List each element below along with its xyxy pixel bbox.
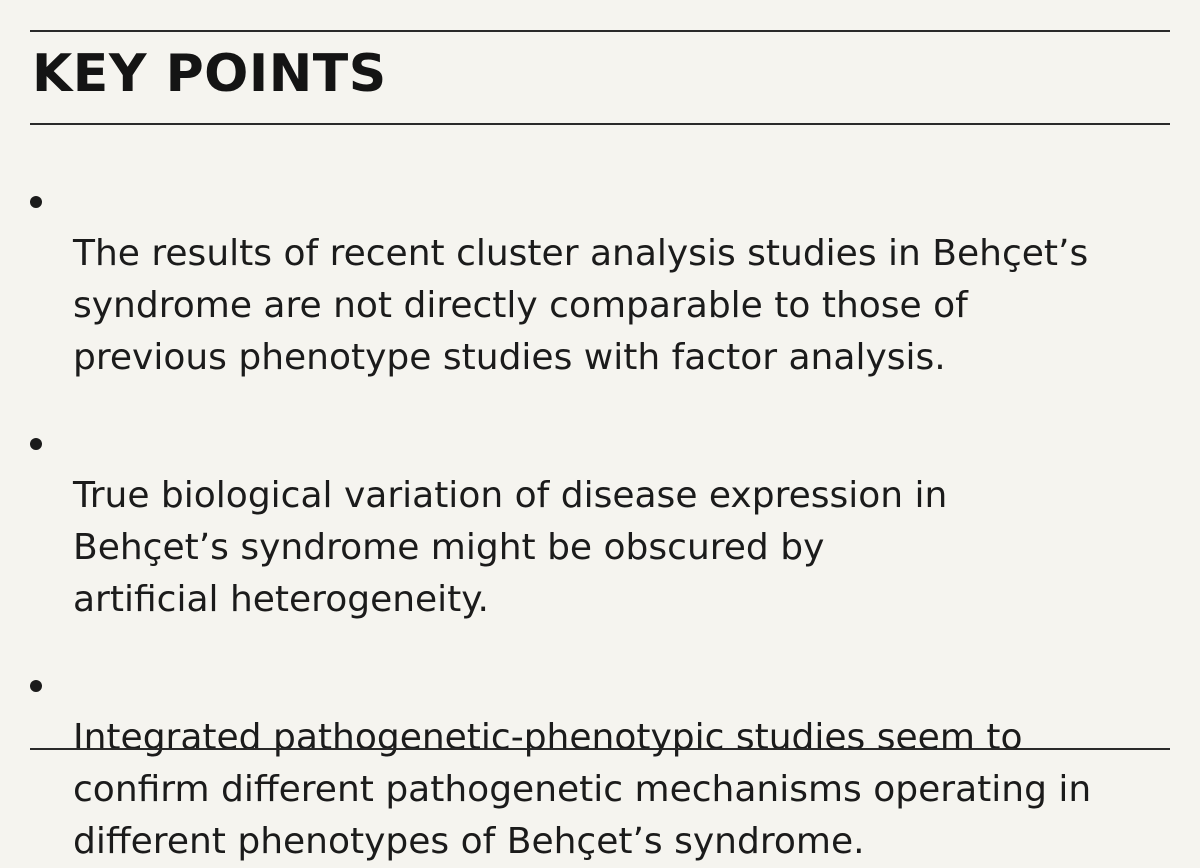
key-point-item bbox=[30, 176, 1170, 384]
bullet-icon bbox=[30, 196, 42, 208]
key-points-list bbox=[30, 176, 1170, 868]
key-point-text: True biological variation of disease expression in Behçet’s syndrome might be obscured by artificial heterogeneity. bbox=[73, 475, 948, 620]
bottom-rule bbox=[30, 748, 1170, 750]
key-point-item bbox=[30, 660, 1170, 868]
key-point-item bbox=[30, 418, 1170, 626]
top-rule bbox=[30, 30, 1170, 32]
key-points-title: KEY POINTS bbox=[32, 44, 387, 104]
bullet-icon bbox=[30, 680, 42, 692]
bullet-icon bbox=[30, 438, 42, 450]
title-rule bbox=[30, 123, 1170, 125]
key-point-text: Integrated pathogenetic-phenotypic studies seem to confirm different pathogenetic mechanisms operating in different phenotypes of Behçet’s syndrome. bbox=[73, 717, 1092, 862]
key-point-text: The results of recent cluster analysis studies in Behçet’s syndrome are not directly comparable to those of previous phenotype studies with factor analysis. bbox=[73, 233, 1089, 378]
